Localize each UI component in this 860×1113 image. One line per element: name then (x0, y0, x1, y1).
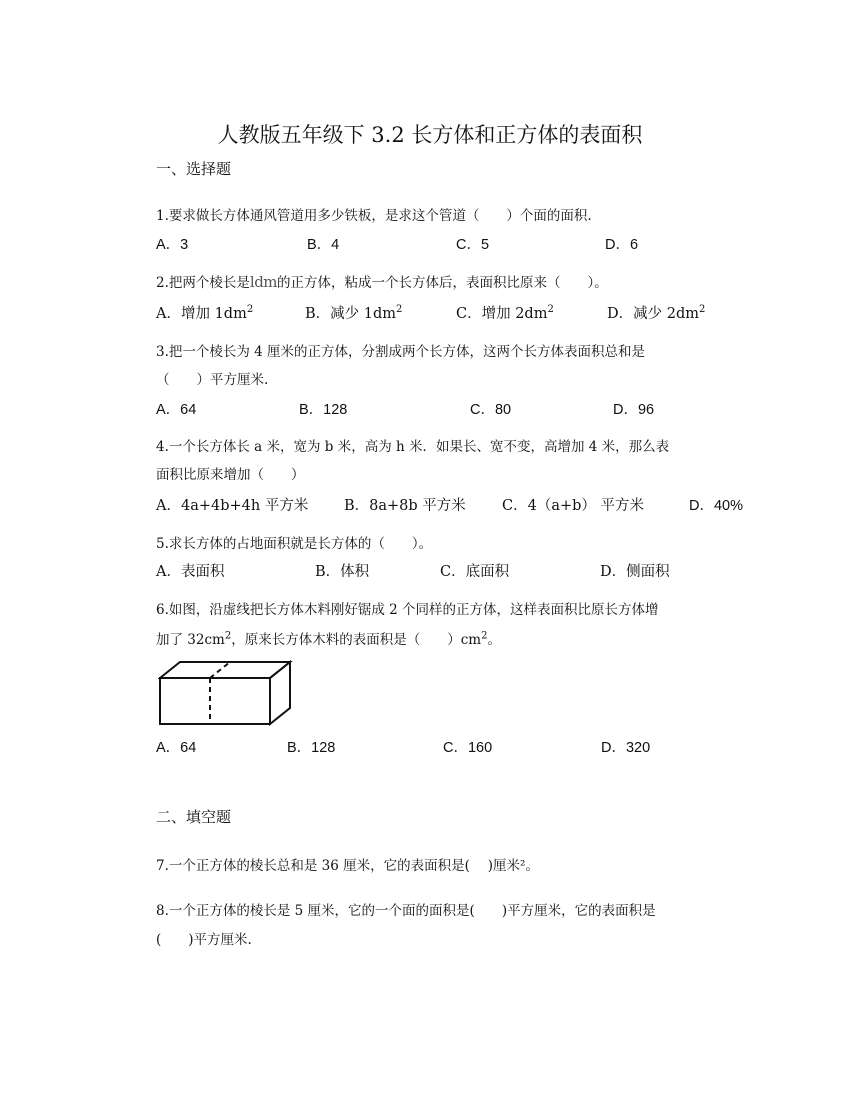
question-6-line-2: 加了 $32cm^2$，原来长方体木料的表面积是（ ）$cm^2$。 (156, 630, 501, 648)
section-heading-choice: 一、选择题 (156, 160, 232, 178)
question-2-text-after: 的正方体，粘成一个长方体后，表面积比原来（ ）。 (277, 275, 608, 291)
q3-option-c: C．80 (470, 402, 512, 418)
q4-option-c: C．4（a+b） 平方米 (502, 498, 645, 514)
section-heading-fill: 二、填空题 (156, 808, 232, 826)
q5-option-c: C．底面积 (440, 564, 510, 580)
q6-option-a: A．64 (156, 740, 197, 756)
q2-option-b: B．减少 $1dm^2$ (305, 304, 403, 322)
q5-option-d: D．侧面积 (600, 564, 670, 580)
q5-option-b: B．体积 (315, 564, 370, 580)
q4-option-d: D．40% (689, 498, 743, 514)
page-title: 人教版五年级下 3.2 长方体和正方体的表面积 (217, 123, 643, 147)
q2-option-a: A．增加 $1dm^2$ (156, 304, 254, 322)
q4-option-b: B．8a+8b 平方米 (344, 498, 466, 514)
q6-option-c: C．160 (443, 740, 493, 756)
q3-option-d: D．96 (613, 402, 655, 418)
q3-option-b: B．128 (299, 402, 348, 418)
question-3-line-2: （ ）平方厘米. (156, 372, 269, 388)
cuboid-side-face (270, 662, 290, 724)
question-3-line-1: 3.把一个棱长为 4 厘米的正方体，分割成两个长方体，这两个长方体表面积总和是 (156, 344, 646, 360)
cuboid-top-face (160, 662, 290, 678)
question-4-line-1: 4.一个长方体长 a 米，宽为 b 米，高为 h 米．如果长、宽不变，高增加 4 米，那么表 (156, 439, 670, 455)
question-4-line-2: 面积比原来增加（ ） (156, 467, 305, 483)
q4-option-a: A．4a+4b+4h 平方米 (156, 498, 309, 514)
question-8-line-1: 8.一个正方体的棱长是 5 厘米，它的一个面的面积是( )平方厘米，它的表面积是 (156, 903, 656, 919)
q3-option-a: A．64 (156, 402, 197, 418)
question-2-text (156, 272, 608, 293)
q6-option-b: B．128 (287, 740, 336, 756)
question-8-line-2: ( )平方厘米. (156, 932, 252, 948)
question-6-line-1: 6.如图，沿虚线把长方体木料刚好锯成 2 个同样的正方体，这样表面积比原长方体增 (156, 602, 659, 618)
question-2-text-before: 2.把两个棱长是 (156, 275, 250, 291)
question-1-text: 1.要求做长方体通风管道用多少铁板，是求这个管道（ ）个面的面积. (156, 208, 592, 224)
q2-option-c: C．增加 $2dm^2$ (456, 304, 554, 322)
q5-option-a: A．表面积 (156, 564, 225, 580)
q6-option-d: D．320 (601, 740, 651, 756)
q1-option-c: C．5 (456, 237, 490, 253)
q1-option-b: B．4 (307, 237, 340, 253)
ldm-unit-image: ldm (249, 273, 278, 291)
cuboid-figure (158, 660, 294, 726)
question-5-text: 5.求长方体的占地面积就是长方体的（ ）。 (156, 536, 433, 552)
cuboid-front-face (160, 678, 270, 724)
question-7-text: 7.一个正方体的棱长总和是 36 厘米，它的表面积是( )厘米²。 (156, 858, 539, 874)
q2-option-d: D．减少 $2dm^2$ (607, 304, 706, 322)
q1-option-a: A．3 (156, 237, 189, 253)
cut-line-top (210, 662, 230, 678)
q1-option-d: D．6 (605, 237, 639, 253)
